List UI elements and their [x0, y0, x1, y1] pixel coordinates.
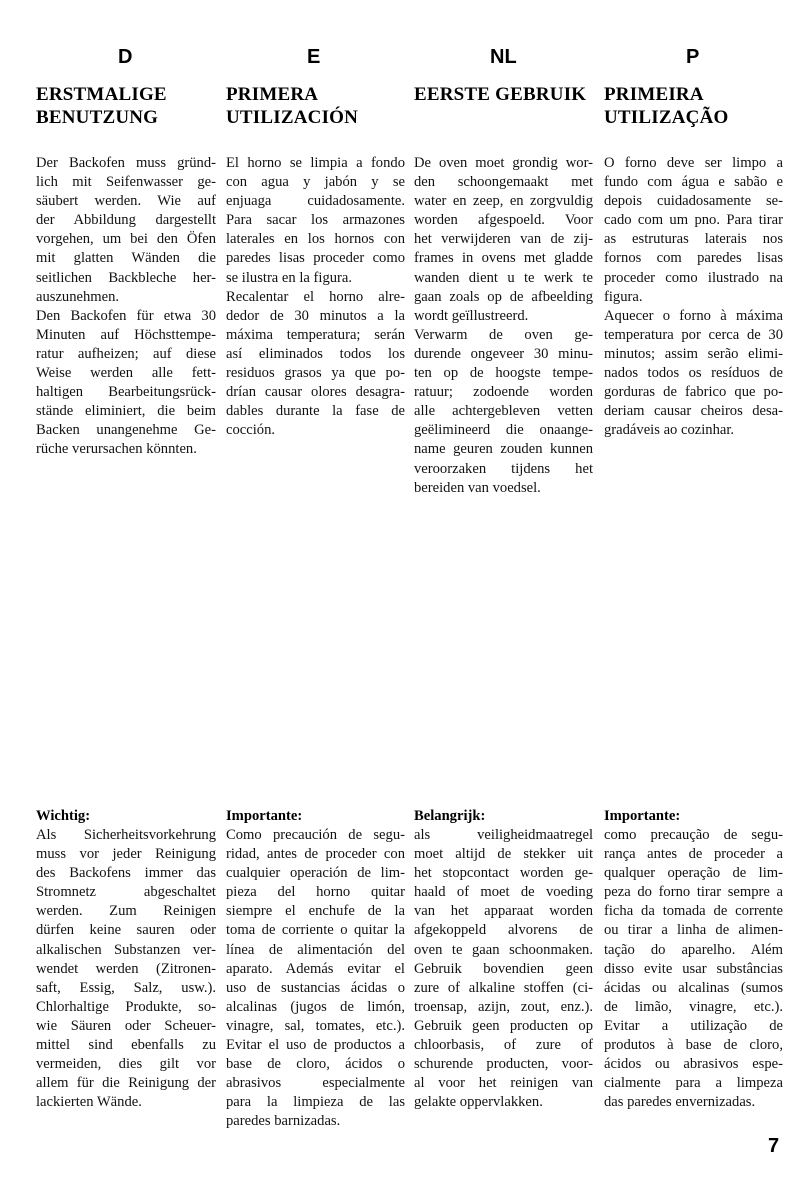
text-line: werden. Zum Reinigen: [36, 903, 216, 920]
text-line: figura.: [604, 288, 643, 305]
text-line: Der Backofen muss gründ-: [36, 155, 216, 171]
text-line: moet altijd de stekker uit: [414, 846, 593, 863]
text-line: bereiden van voedsel.: [414, 479, 541, 496]
text-line: ou tirar a linha de alimen-: [604, 922, 783, 939]
text-line: auszunehmen.: [36, 288, 120, 305]
text-line: vermeiden, dies gilt vor: [36, 1056, 216, 1073]
text-line: máxima temperatura; serán: [226, 326, 405, 343]
text-line: van het apparaat worden: [414, 903, 593, 920]
text-line: mittel sind ebenfalls zu: [36, 1037, 216, 1054]
section-title-pt: [604, 83, 728, 129]
text-line: allem für die Reinigung der: [36, 1075, 216, 1092]
warning-heading: Importante:: [226, 808, 303, 824]
text-line: peza do forno tirar sempre a: [604, 884, 783, 901]
text-line: der Abbildung dargestellt: [36, 212, 216, 229]
text-line: alkalischen Substanzen ver-: [36, 941, 216, 958]
text-line: Verwarm de oven ge-: [414, 326, 593, 343]
text-line: pieza del horno quitar: [226, 884, 405, 901]
text-line: enjuaga cuidadosamente.: [226, 193, 405, 210]
text-line: gelakte oppervlakken.: [414, 1094, 543, 1111]
warning-block-de: [36, 807, 216, 1112]
text-line: disso evite usar substâncias: [604, 960, 783, 977]
text-line: Chlorhaltige Produkte, so-: [36, 998, 216, 1015]
text-line: gorduras de fabrico que po-: [604, 384, 783, 401]
language-code-de: D: [118, 46, 133, 68]
language-code-es: E: [307, 46, 321, 68]
text-line: alcalinas (jugos de limón,: [226, 998, 405, 1015]
text-line: tação do aparelho. Além: [604, 941, 783, 958]
text-line: al voor het reinigen van: [414, 1075, 593, 1092]
text-line: muss vor jeder Reinigung: [36, 846, 216, 863]
text-line: cialmente para a limpeza: [604, 1075, 783, 1092]
text-line: water en zeep, en zorgvuldig: [414, 193, 593, 210]
text-line: ratuur; zodoende worden: [414, 384, 593, 401]
text-line: como precaução de segu-: [604, 827, 783, 843]
title-line: PRIMEIRA: [604, 84, 704, 105]
text-line: säubert werden. Wie auf: [36, 193, 216, 210]
text-line: dürfen keine sauren oder: [36, 922, 216, 939]
text-line: wie Säuren oder Scheuer-: [36, 1017, 216, 1034]
title-line: BENUTZUNG: [36, 107, 159, 128]
text-line: Para sacar los armazones: [226, 212, 405, 229]
intro-text-nl: [414, 154, 593, 498]
text-line: Stromnetz abgeschaltet: [36, 884, 216, 901]
text-line: abrasivos especialmente: [226, 1075, 405, 1092]
text-line: Gebruik bovendien geen: [414, 960, 593, 977]
text-line: ácidos ou abrasivos espe-: [604, 1056, 783, 1073]
text-line: rüche verursachen könnten.: [36, 441, 197, 458]
text-line: temperatura por cerca de 30: [604, 326, 783, 343]
text-line: siempre el enchufe de la: [226, 903, 405, 920]
text-line: des Backofens immer das: [36, 865, 216, 882]
text-line: nados todos os resíduos de: [604, 365, 783, 382]
text-line: fornos com paredes lisas: [604, 250, 783, 267]
title-line: EERSTE GEBRUIK: [414, 84, 587, 105]
text-line: para la limpieza de las: [226, 1094, 405, 1111]
text-line: Backen unangenehme Ge-: [36, 422, 216, 439]
text-line: vorgehen, um bei den Öfen: [36, 231, 216, 248]
text-line: saft, Essig, Salz, usw.).: [36, 979, 216, 996]
text-line: wendet werden (Zitronen-: [36, 960, 216, 977]
text-line: minutos; assim serão elimi-: [604, 345, 783, 362]
text-line: base de cloro, ácidos o: [226, 1056, 405, 1073]
text-line: proceder como ilustrado na: [604, 269, 783, 286]
text-line: gaan zoals op de afbeelding: [414, 288, 593, 305]
text-line: toma de corriente o quitar la: [226, 922, 405, 939]
language-code-nl: NL: [490, 46, 517, 68]
text-line: Como precaución de segu-: [226, 827, 405, 843]
text-line: de limão, vinagre, etc.).: [604, 998, 783, 1015]
text-line: frames in ovens met gladde: [414, 250, 593, 267]
text-line: gradáveis ao cozinhar.: [604, 422, 735, 439]
text-line: Evitar a utilização de: [604, 1017, 783, 1034]
text-line: Evitar el uso de productos a: [226, 1037, 405, 1054]
text-line: Aquecer o forno à máxima: [604, 307, 783, 324]
text-line: het stopcontact worden ge-: [414, 865, 593, 882]
text-line: Gebruik geen producten op: [414, 1017, 593, 1034]
text-line: stände eliminiert, die beim: [36, 403, 216, 420]
text-line: De oven moet grondig wor-: [414, 155, 593, 171]
text-line: O forno deve ser limpo a: [604, 155, 783, 171]
page-number: 7: [768, 1135, 780, 1157]
text-line: geëlimineerd die onaange-: [414, 422, 593, 439]
text-line: qualquer operação de lim-: [604, 865, 783, 882]
text-line: als veiligheidmaatregel: [414, 827, 593, 843]
text-line: oven te gaan schoonmaken.: [414, 941, 593, 958]
text-line: das paredes envernizadas.: [604, 1094, 756, 1111]
text-line: lich mit Seifenwasser ge-: [36, 174, 216, 191]
text-line: cualquier operación de lim-: [226, 865, 405, 882]
text-line: ficha da tomada de corrente: [604, 903, 783, 920]
text-line: den schoongemaakt met: [414, 174, 593, 191]
text-line: vinagre, sal, tomates, etc.).: [226, 1017, 405, 1034]
text-line: haald of moet de voeding: [414, 884, 593, 901]
title-line: PRIMERA: [226, 84, 319, 105]
warning-block-nl: [414, 807, 593, 1112]
text-line: ten op de hoogste tempe-: [414, 365, 593, 382]
text-line: con agua y jabón y se: [226, 174, 405, 191]
text-line: produtos à base de cloro,: [604, 1037, 783, 1054]
text-line: cado com um pno. Para tirar: [604, 212, 783, 229]
text-line: zure of alkaline stoffen (ci-: [414, 979, 593, 996]
intro-text-de: [36, 154, 216, 460]
text-line: haltigen Bearbeitungsrück-: [36, 384, 216, 401]
intro-text-pt: [604, 154, 783, 440]
text-line: alle achtergebleven vetten: [414, 403, 593, 420]
text-line: ratur aufheizen; auf diese: [36, 345, 216, 362]
text-line: paredes lisas proceder como: [226, 250, 405, 267]
text-line: paredes barnizadas.: [226, 1113, 341, 1130]
text-line: ácidas ou alcalinas (sumos: [604, 979, 783, 996]
text-line: línea de alimentación del: [226, 941, 405, 958]
text-line: Den Backofen für etwa 30: [36, 307, 216, 324]
title-line: UTILIZAÇÃO: [604, 107, 729, 128]
text-line: laterales en los hornos con: [226, 231, 405, 248]
intro-text-es: [226, 154, 405, 440]
text-line: Weise werden alle fett-: [36, 365, 216, 382]
warning-heading: Importante:: [604, 808, 681, 824]
text-line: schurende producten, voor-: [414, 1056, 593, 1073]
text-line: residuos grasos ya que po-: [226, 365, 405, 382]
title-line: ERSTMALIGE: [36, 84, 167, 105]
text-line: ridad, antes de proceder con: [226, 846, 405, 863]
text-line: as estruturas laterais nos: [604, 231, 783, 248]
warning-block-es: [226, 807, 405, 1132]
text-line: drían causar olores desagra-: [226, 384, 405, 401]
text-line: así eliminados todos los: [226, 345, 405, 362]
text-line: aparato. Además evitar el: [226, 960, 405, 977]
warning-block-pt: [604, 807, 783, 1112]
text-line: het verwijderen van de zij-: [414, 231, 593, 248]
text-line: Als Sicherheitsvorkehrung: [36, 827, 216, 843]
text-line: afgekoppeld alvorens de: [414, 922, 593, 939]
section-title-nl: [414, 83, 586, 106]
text-line: lackierten Wände.: [36, 1094, 142, 1111]
text-line: dedor de 30 minutos a la: [226, 307, 405, 324]
text-line: fundo com água e sabão e: [604, 174, 783, 191]
title-line: UTILIZACIÓN: [226, 107, 359, 128]
text-line: chloorbasis, of zure of: [414, 1037, 593, 1054]
text-line: mit glatten Wänden die: [36, 250, 216, 267]
text-line: troensap, azijn, zout, enz.).: [414, 998, 593, 1015]
text-line: veroorzaken tijdens het: [414, 460, 593, 477]
text-line: name geuren zouden kunnen: [414, 441, 593, 458]
text-line: dables durante la fase de: [226, 403, 405, 420]
text-line: worden afgespoeld. Voor: [414, 212, 593, 229]
text-line: se ilustra en la figura.: [226, 269, 353, 286]
text-line: uso de sustancias ácidas o: [226, 979, 405, 996]
text-line: rança antes de proceder a: [604, 846, 783, 863]
section-title-es: [226, 83, 358, 129]
warning-heading: Wichtig:: [36, 808, 91, 824]
text-line: cocción.: [226, 422, 276, 439]
text-line: seitlichen Backbleche her-: [36, 269, 216, 286]
language-code-pt: P: [686, 46, 700, 68]
text-line: Minuten auf Höchsttempe-: [36, 326, 216, 343]
section-title-de: [36, 83, 167, 129]
text-line: wordt geïllustreerd.: [414, 307, 529, 324]
text-line: Recalentar el horno alre-: [226, 288, 405, 305]
text-line: deriam causar cheiros desa-: [604, 403, 783, 420]
text-line: wanden dient u te werk te: [414, 269, 593, 286]
warning-heading: Belangrijk:: [414, 808, 486, 824]
text-line: El horno se limpia a fondo: [226, 155, 405, 171]
text-line: depois cuidadosamente se-: [604, 193, 783, 210]
text-line: durende ongeveer 30 minu-: [414, 345, 593, 362]
